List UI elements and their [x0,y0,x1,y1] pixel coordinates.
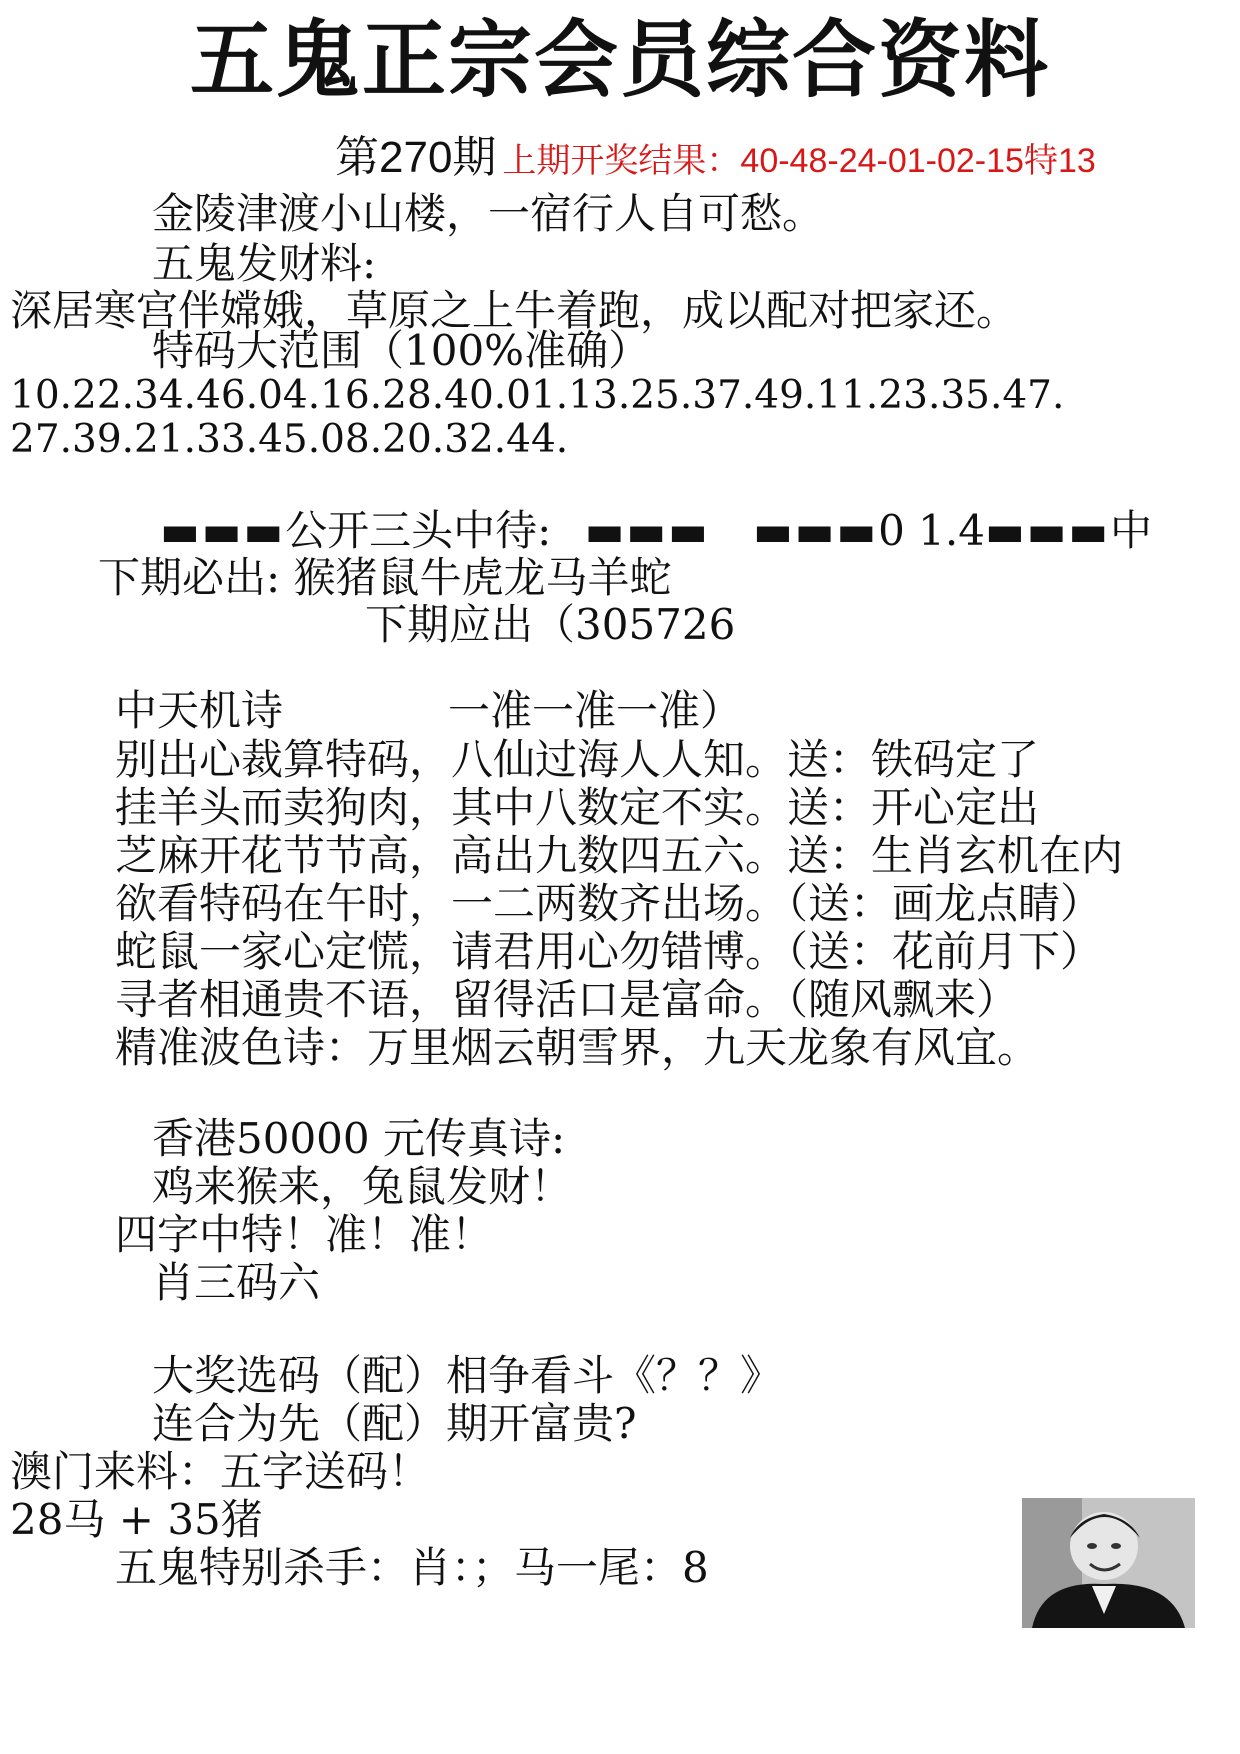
big-prize: 大奖选码（配）相争看斗《？？》 [152,1351,783,1400]
bar-decoration: ▬▬▬ [984,506,1110,555]
poem-line-2: 挂羊头而卖狗肉，其中八数定不实。送：开心定出 [115,783,1040,832]
three-heads-line [160,506,1153,555]
last-result: 上期开奖结果：40-48-24-01-02-15特13 [502,142,1096,180]
issue-number: 第270期 [335,133,497,182]
wugui-heading: 五鬼发财料: [152,239,377,288]
xiao-three: 肖三码六 [152,1258,321,1307]
poem-line-4: 欲看特码在午时，一二两数齐出场。（送：画龙点睛） [115,879,1103,928]
macau-heading: 澳门来料：五字送码！ [10,1447,431,1496]
three-heads-end: 中 [1110,506,1153,555]
poem-opening: 金陵津渡小山楼，一宿行人自可愁。 [152,189,825,238]
poem-line-6: 寻者相通贵不语，留得活口是富命。（随风飘来） [115,975,1019,1024]
range-numbers-line-1: 10.22.34.46.04.16.28.40.01.13.25.37.49.11.23.35.47. [10,373,1065,418]
should-out: 下期应出（305726 [365,600,736,649]
lianhe: 连合为先（配）期开富贵? [152,1399,637,1448]
bar-decoration: ▬▬▬ [584,506,710,555]
bar-decoration: ▬▬▬ [160,506,286,555]
three-heads-value: 0 1.4 [878,506,985,555]
range-heading: 特码大范围（100%准确） [152,326,651,375]
tianji-heading: 中天机诗 [115,686,284,735]
issue-header [335,133,1096,182]
portrait-photo [1022,1498,1195,1628]
poem-line-5: 蛇鼠一家心定慌，请君用心勿错博。（送：花前月下） [115,927,1103,976]
poem-line-1: 别出心裁算特码，八仙过海人人知。送：铁码定了 [115,735,1040,784]
poem-line-3: 芝麻开花节节高，高出九数四五六。送：生肖玄机在内 [115,831,1124,880]
killer-line: 五鬼特别杀手：肖：；马一尾：8 [115,1543,709,1592]
combo-line: 28马 + 35猪 [10,1495,263,1544]
portrait-image [1022,1498,1195,1628]
page-title: 五鬼正宗会员综合资料 [189,11,1050,109]
range-numbers-line-2: 27.39.21.33.45.08.20.32.44. [10,417,569,462]
hk-text: 鸡来猴来，兔鼠发财！ [152,1162,573,1211]
bar-decoration: ▬▬▬ [753,506,879,555]
must-out: 下期必出: 猴猪鼠牛虎龙马羊蛇 [98,553,672,602]
three-heads-label: 公开三头中待: [285,506,552,555]
hk-heading: 香港50000 元传真诗: [152,1114,566,1163]
four-char: 四字中特！准！准！ [115,1210,494,1259]
tianji-accuracy: 一准一准一准） [448,686,743,735]
wugui-text: 深居寒宫伴嫦娥，草原之上牛着跑，成以配对把家还。 [10,286,1019,335]
poem-line-7: 精准波色诗：万里烟云朝雪界，九天龙象有风宜。 [115,1023,1040,1072]
